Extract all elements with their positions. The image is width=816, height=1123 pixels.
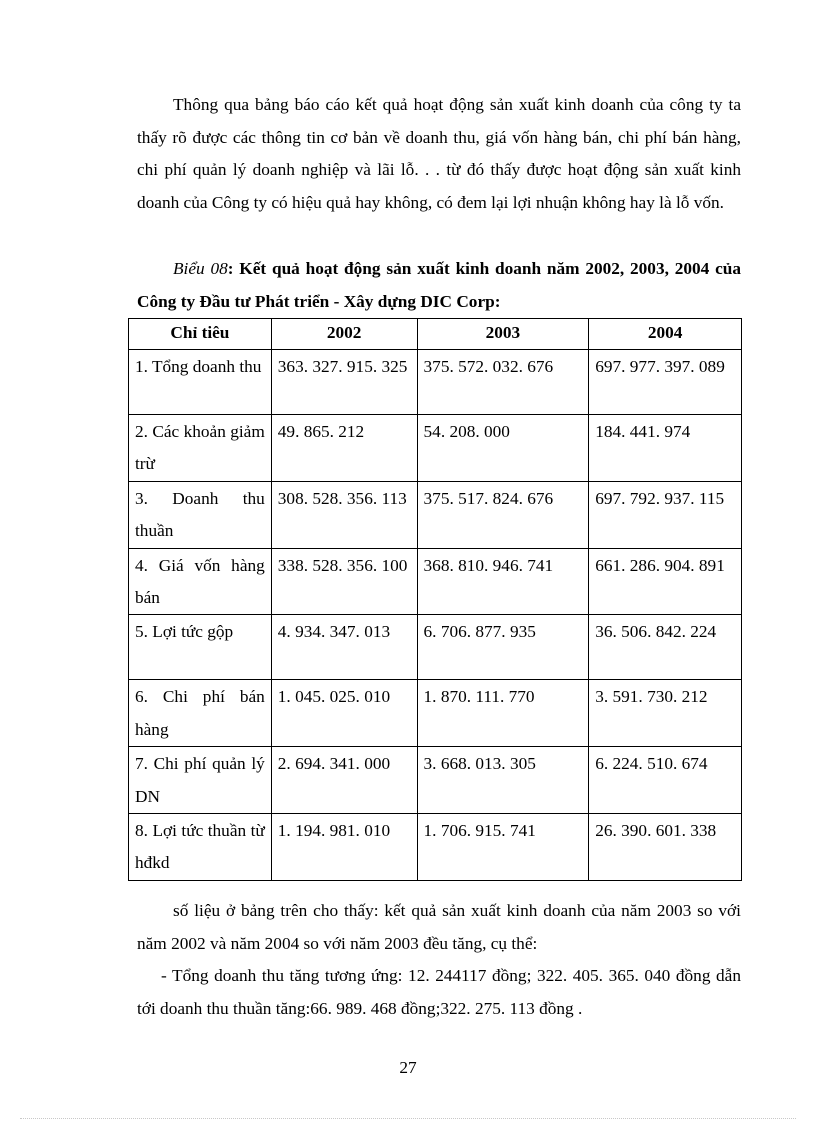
table-row [129, 680, 742, 747]
cell-2004: 26. 390. 601. 338 [589, 814, 742, 881]
table-row [129, 548, 742, 615]
header-2003: 2003 [417, 319, 589, 350]
header-2004: 2004 [589, 319, 742, 350]
cell-2002: 49. 865. 212 [271, 415, 417, 482]
cell-2002: 1. 045. 025. 010 [271, 680, 417, 747]
cell-2003: 375. 517. 824. 676 [417, 481, 589, 548]
cell-2003: 368. 810. 946. 741 [417, 548, 589, 615]
cell-2002: 4. 934. 347. 013 [271, 615, 417, 680]
header-2002: 2002 [271, 319, 417, 350]
cell-2004: 36. 506. 842. 224 [589, 615, 742, 680]
row-label: 5. Lợi tức gộp [129, 615, 272, 680]
caption-title: : Kết quả hoạt động sản xuất kinh doanh năm 2002, 2003, 2004 của Công ty Đầu tư Phát triển - Xây dựng DIC Corp: [137, 259, 741, 311]
row-label: 2. Các khoản giảm trừ [129, 415, 272, 482]
cell-2004: 697. 792. 937. 115 [589, 481, 742, 548]
cell-2003: 1. 706. 915. 741 [417, 814, 589, 881]
caption-label: Biểu 08 [173, 259, 228, 278]
cell-2002: 2. 694. 341. 000 [271, 747, 417, 814]
cell-2003: 3. 668. 013. 305 [417, 747, 589, 814]
intro-paragraph: Thông qua bảng báo cáo kết quả hoạt động sản xuất kinh doanh của công ty ta thấy rõ được các thông tin cơ bản về doanh thu, giá vốn hàng bán, chi phí bán hàng, chi phí quản lý doanh nghiệp và lãi lỗ. . . từ đó thấy được hoạt động sản xuất kinh doanh của Công ty có hiệu quả hay không, có đem lại lợi nhuận không hay là lỗ vốn. [137, 95, 741, 212]
cell-2004: 697. 977. 397. 089 [589, 350, 742, 415]
revenue-increase-paragraph: - Tổng doanh thu tăng tương ứng: 12. 244117 đồng; 322. 405. 365. 040 đồng dẫn tới doanh thu thuần tăng:66. 989. 468 đồng;322. 275. 113 đồng . [137, 966, 741, 1018]
cell-2004: 184. 441. 974 [589, 415, 742, 482]
row-label: 1. Tổng doanh thu [129, 350, 272, 415]
cell-2002: 363. 327. 915. 325 [271, 350, 417, 415]
table-row [129, 747, 742, 814]
analysis-paragraph: số liệu ở bảng trên cho thấy: kết quả sản xuất kinh doanh của năm 2003 so với năm 2002 và năm 2004 so với năm 2003 đều tăng, cụ thể: [137, 901, 741, 953]
cell-2002: 338. 528. 356. 100 [271, 548, 417, 615]
business-results-table [128, 318, 742, 881]
table-header-row [129, 319, 742, 350]
cell-2003: 6. 706. 877. 935 [417, 615, 589, 680]
row-label: 4. Giá vốn hàng bán [129, 548, 272, 615]
header-indicator: Chỉ tiêu [129, 319, 272, 350]
row-label: 8. Lợi tức thuần từ hđkd [129, 814, 272, 881]
cell-2002: 308. 528. 356. 113 [271, 481, 417, 548]
cell-2002: 1. 194. 981. 010 [271, 814, 417, 881]
table-caption [137, 253, 741, 318]
row-label: 3. Doanh thu thuần [129, 481, 272, 548]
table-row [129, 615, 742, 680]
cell-2004: 6. 224. 510. 674 [589, 747, 742, 814]
row-label: 7. Chi phí quản lý DN [129, 747, 272, 814]
row-label: 6. Chi phí bán hàng [129, 680, 272, 747]
table-row [129, 350, 742, 415]
table-row [129, 415, 742, 482]
cell-2003: 1. 870. 111. 770 [417, 680, 589, 747]
cell-2003: 375. 572. 032. 676 [417, 350, 589, 415]
page-number: 27 [399, 1058, 417, 1077]
cell-2003: 54. 208. 000 [417, 415, 589, 482]
cell-2004: 3. 591. 730. 212 [589, 680, 742, 747]
page-border-line [20, 1118, 796, 1119]
cell-2004: 661. 286. 904. 891 [589, 548, 742, 615]
table-row [129, 814, 742, 881]
table-row [129, 481, 742, 548]
